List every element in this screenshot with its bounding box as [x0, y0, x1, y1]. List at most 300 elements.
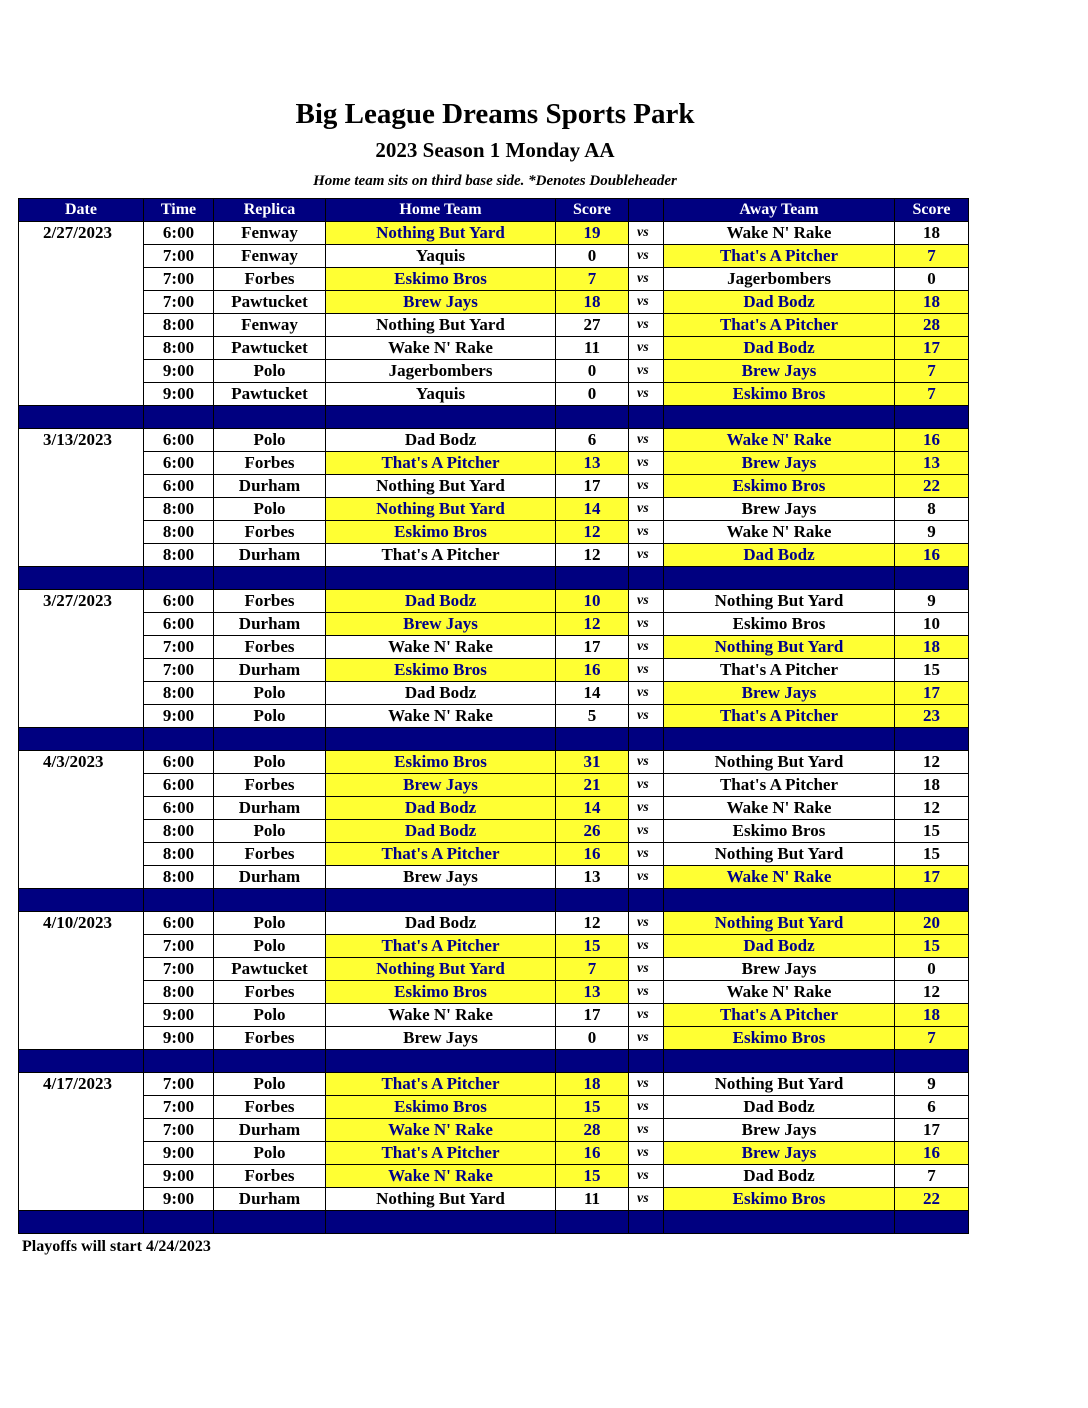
home-team: Nothing But Yard — [326, 958, 556, 981]
away-team: Nothing But Yard — [664, 636, 895, 659]
game-row — [19, 935, 969, 958]
vs-label: vs — [629, 314, 664, 337]
game-date — [19, 659, 144, 682]
game-date: 2/27/2023 — [19, 222, 144, 245]
away-score: 15 — [895, 820, 969, 843]
game-date — [19, 1096, 144, 1119]
game-date: 4/10/2023 — [19, 912, 144, 935]
vs-label: vs — [629, 337, 664, 360]
home-team: Brew Jays — [326, 866, 556, 889]
game-row — [19, 1073, 969, 1096]
away-score: 8 — [895, 498, 969, 521]
game-replica: Durham — [214, 1119, 326, 1142]
separator-cell — [664, 1211, 895, 1234]
home-score: 13 — [556, 981, 629, 1004]
game-date — [19, 291, 144, 314]
away-score: 15 — [895, 843, 969, 866]
home-team: Wake N' Rake — [326, 1119, 556, 1142]
home-score: 17 — [556, 1004, 629, 1027]
schedule-body — [19, 222, 969, 1234]
game-time: 7:00 — [144, 659, 214, 682]
separator-cell — [556, 728, 629, 751]
home-team: That's A Pitcher — [326, 544, 556, 567]
home-score: 13 — [556, 866, 629, 889]
vs-label: vs — [629, 751, 664, 774]
away-team: Eskimo Bros — [664, 820, 895, 843]
home-team: Eskimo Bros — [326, 521, 556, 544]
game-row — [19, 314, 969, 337]
game-row — [19, 1119, 969, 1142]
game-date — [19, 820, 144, 843]
home-score: 15 — [556, 1165, 629, 1188]
game-time: 9:00 — [144, 1188, 214, 1211]
game-time: 6:00 — [144, 452, 214, 475]
game-time: 7:00 — [144, 935, 214, 958]
away-team: Dad Bodz — [664, 337, 895, 360]
game-time: 9:00 — [144, 705, 214, 728]
game-replica: Polo — [214, 1142, 326, 1165]
game-time: 8:00 — [144, 544, 214, 567]
col-replica-header: Replica — [214, 199, 326, 222]
schedule-note: Home team sits on third base side. *Denotes Doubleheader — [313, 173, 677, 189]
away-team: That's A Pitcher — [664, 245, 895, 268]
game-time: 9:00 — [144, 360, 214, 383]
separator-cell — [895, 406, 969, 429]
vs-label: vs — [629, 383, 664, 406]
away-team: Wake N' Rake — [664, 797, 895, 820]
game-time: 6:00 — [144, 751, 214, 774]
game-row — [19, 1027, 969, 1050]
away-team: Nothing But Yard — [664, 1073, 895, 1096]
away-score: 7 — [895, 245, 969, 268]
home-team: Dad Bodz — [326, 912, 556, 935]
game-time: 8:00 — [144, 820, 214, 843]
game-replica: Polo — [214, 429, 326, 452]
separator-cell — [144, 728, 214, 751]
game-time: 7:00 — [144, 1096, 214, 1119]
week-separator — [19, 406, 969, 429]
game-time: 7:00 — [144, 1119, 214, 1142]
home-team: Nothing But Yard — [326, 222, 556, 245]
game-time: 8:00 — [144, 981, 214, 1004]
col-home-score-header: Score — [556, 199, 629, 222]
separator-cell — [326, 567, 556, 590]
separator-cell — [144, 567, 214, 590]
away-team: Brew Jays — [664, 498, 895, 521]
page-subtitle: 2023 Season 1 Monday AA — [375, 138, 615, 162]
game-row — [19, 751, 969, 774]
game-time: 7:00 — [144, 268, 214, 291]
separator-cell — [629, 406, 664, 429]
vs-label: vs — [629, 245, 664, 268]
separator-cell — [19, 406, 144, 429]
home-team: Nothing But Yard — [326, 314, 556, 337]
game-date — [19, 498, 144, 521]
home-score: 11 — [556, 337, 629, 360]
away-team: Brew Jays — [664, 682, 895, 705]
away-score: 12 — [895, 751, 969, 774]
game-replica: Forbes — [214, 843, 326, 866]
separator-cell — [19, 1050, 144, 1073]
game-row — [19, 1096, 969, 1119]
separator-cell — [326, 728, 556, 751]
home-team: Wake N' Rake — [326, 1165, 556, 1188]
home-team: Wake N' Rake — [326, 337, 556, 360]
game-row — [19, 1188, 969, 1211]
game-date — [19, 613, 144, 636]
game-time: 9:00 — [144, 1165, 214, 1188]
game-row — [19, 774, 969, 797]
separator-cell — [895, 728, 969, 751]
game-row — [19, 866, 969, 889]
game-time: 6:00 — [144, 797, 214, 820]
home-team: Brew Jays — [326, 1027, 556, 1050]
away-score: 9 — [895, 1073, 969, 1096]
game-row — [19, 337, 969, 360]
game-time: 8:00 — [144, 314, 214, 337]
vs-label: vs — [629, 1142, 664, 1165]
game-replica: Polo — [214, 705, 326, 728]
game-replica: Polo — [214, 820, 326, 843]
away-team: That's A Pitcher — [664, 314, 895, 337]
home-team: Eskimo Bros — [326, 981, 556, 1004]
away-team: Brew Jays — [664, 452, 895, 475]
game-time: 7:00 — [144, 245, 214, 268]
game-date — [19, 1027, 144, 1050]
game-replica: Forbes — [214, 1165, 326, 1188]
game-replica: Forbes — [214, 636, 326, 659]
away-team: That's A Pitcher — [664, 659, 895, 682]
game-replica: Forbes — [214, 1027, 326, 1050]
vs-label: vs — [629, 659, 664, 682]
game-date — [19, 705, 144, 728]
game-time: 8:00 — [144, 521, 214, 544]
schedule-table — [18, 198, 969, 1234]
game-date — [19, 245, 144, 268]
home-score: 13 — [556, 452, 629, 475]
separator-cell — [629, 889, 664, 912]
separator-cell — [895, 1211, 969, 1234]
col-date-header: Date — [19, 199, 144, 222]
game-date — [19, 1142, 144, 1165]
game-date: 3/13/2023 — [19, 429, 144, 452]
game-date — [19, 1188, 144, 1211]
away-score: 23 — [895, 705, 969, 728]
game-row — [19, 1165, 969, 1188]
vs-label: vs — [629, 222, 664, 245]
game-replica: Forbes — [214, 521, 326, 544]
game-row — [19, 958, 969, 981]
away-team: That's A Pitcher — [664, 1004, 895, 1027]
game-date: 4/17/2023 — [19, 1073, 144, 1096]
game-time: 8:00 — [144, 866, 214, 889]
home-score: 18 — [556, 291, 629, 314]
away-score: 7 — [895, 383, 969, 406]
vs-label: vs — [629, 360, 664, 383]
separator-cell — [144, 1211, 214, 1234]
vs-label: vs — [629, 498, 664, 521]
separator-cell — [556, 1211, 629, 1234]
game-row — [19, 222, 969, 245]
away-team: That's A Pitcher — [664, 774, 895, 797]
game-replica: Durham — [214, 866, 326, 889]
home-team: That's A Pitcher — [326, 1142, 556, 1165]
vs-label: vs — [629, 843, 664, 866]
away-team: Jagerbombers — [664, 268, 895, 291]
separator-cell — [214, 1211, 326, 1234]
home-team: Wake N' Rake — [326, 705, 556, 728]
separator-cell — [19, 728, 144, 751]
game-replica: Forbes — [214, 268, 326, 291]
game-replica: Polo — [214, 360, 326, 383]
separator-cell — [326, 1211, 556, 1234]
game-time: 8:00 — [144, 337, 214, 360]
home-score: 15 — [556, 935, 629, 958]
home-team: That's A Pitcher — [326, 1073, 556, 1096]
away-score: 18 — [895, 222, 969, 245]
game-date — [19, 866, 144, 889]
away-team: Nothing But Yard — [664, 912, 895, 935]
game-time: 8:00 — [144, 682, 214, 705]
away-team: Nothing But Yard — [664, 843, 895, 866]
away-score: 18 — [895, 636, 969, 659]
game-replica: Forbes — [214, 452, 326, 475]
away-team: Brew Jays — [664, 360, 895, 383]
away-team: That's A Pitcher — [664, 705, 895, 728]
away-team: Dad Bodz — [664, 1165, 895, 1188]
game-date — [19, 1165, 144, 1188]
home-score: 12 — [556, 912, 629, 935]
game-date — [19, 958, 144, 981]
home-team: Eskimo Bros — [326, 268, 556, 291]
game-replica: Durham — [214, 797, 326, 820]
game-time: 9:00 — [144, 1004, 214, 1027]
home-team: Dad Bodz — [326, 682, 556, 705]
game-row — [19, 659, 969, 682]
separator-cell — [214, 889, 326, 912]
game-time: 8:00 — [144, 498, 214, 521]
home-team: That's A Pitcher — [326, 843, 556, 866]
away-team: Eskimo Bros — [664, 383, 895, 406]
separator-cell — [629, 567, 664, 590]
separator-cell — [629, 1050, 664, 1073]
game-row — [19, 1142, 969, 1165]
away-score: 12 — [895, 797, 969, 820]
game-date: 3/27/2023 — [19, 590, 144, 613]
separator-cell — [214, 728, 326, 751]
away-score: 13 — [895, 452, 969, 475]
separator-cell — [326, 889, 556, 912]
game-date — [19, 682, 144, 705]
vs-label: vs — [629, 452, 664, 475]
home-team: Brew Jays — [326, 613, 556, 636]
home-score: 0 — [556, 245, 629, 268]
home-score: 14 — [556, 498, 629, 521]
home-score: 11 — [556, 1188, 629, 1211]
game-time: 6:00 — [144, 613, 214, 636]
game-replica: Fenway — [214, 222, 326, 245]
vs-label: vs — [629, 682, 664, 705]
away-score: 9 — [895, 590, 969, 613]
vs-label: vs — [629, 774, 664, 797]
game-date — [19, 981, 144, 1004]
home-score: 16 — [556, 1142, 629, 1165]
vs-label: vs — [629, 958, 664, 981]
playoffs-note: Playoffs will start 4/24/2023 — [22, 1238, 211, 1255]
game-time: 7:00 — [144, 291, 214, 314]
home-score: 7 — [556, 268, 629, 291]
away-score: 10 — [895, 613, 969, 636]
away-score: 18 — [895, 291, 969, 314]
game-date — [19, 337, 144, 360]
home-score: 17 — [556, 475, 629, 498]
game-row — [19, 590, 969, 613]
game-row — [19, 981, 969, 1004]
game-replica: Pawtucket — [214, 958, 326, 981]
game-date — [19, 843, 144, 866]
home-team: Jagerbombers — [326, 360, 556, 383]
game-row — [19, 383, 969, 406]
game-replica: Durham — [214, 659, 326, 682]
away-score: 17 — [895, 1119, 969, 1142]
game-replica: Pawtucket — [214, 291, 326, 314]
game-replica: Durham — [214, 613, 326, 636]
separator-cell — [556, 1050, 629, 1073]
game-row — [19, 521, 969, 544]
game-row — [19, 268, 969, 291]
vs-label: vs — [629, 544, 664, 567]
away-score: 7 — [895, 1027, 969, 1050]
away-score: 0 — [895, 268, 969, 291]
game-date — [19, 797, 144, 820]
separator-cell — [895, 567, 969, 590]
vs-label: vs — [629, 636, 664, 659]
vs-label: vs — [629, 705, 664, 728]
game-row — [19, 452, 969, 475]
game-replica: Pawtucket — [214, 337, 326, 360]
separator-cell — [19, 889, 144, 912]
away-team: Dad Bodz — [664, 935, 895, 958]
game-row — [19, 544, 969, 567]
game-replica: Polo — [214, 912, 326, 935]
game-date — [19, 636, 144, 659]
away-team: Dad Bodz — [664, 291, 895, 314]
home-score: 0 — [556, 383, 629, 406]
game-date — [19, 935, 144, 958]
separator-cell — [664, 889, 895, 912]
game-row — [19, 498, 969, 521]
game-row — [19, 1004, 969, 1027]
separator-cell — [326, 406, 556, 429]
game-replica: Fenway — [214, 245, 326, 268]
away-team: Wake N' Rake — [664, 866, 895, 889]
vs-label: vs — [629, 1027, 664, 1050]
game-date — [19, 475, 144, 498]
separator-cell — [629, 1211, 664, 1234]
away-team: Wake N' Rake — [664, 222, 895, 245]
game-row — [19, 245, 969, 268]
game-time: 7:00 — [144, 958, 214, 981]
vs-label: vs — [629, 912, 664, 935]
home-score: 21 — [556, 774, 629, 797]
separator-cell — [556, 567, 629, 590]
game-time: 9:00 — [144, 1027, 214, 1050]
game-replica: Polo — [214, 1004, 326, 1027]
away-team: Wake N' Rake — [664, 981, 895, 1004]
separator-cell — [556, 889, 629, 912]
away-team: Wake N' Rake — [664, 521, 895, 544]
away-score: 16 — [895, 1142, 969, 1165]
away-team: Eskimo Bros — [664, 1188, 895, 1211]
away-score: 9 — [895, 521, 969, 544]
home-team: Brew Jays — [326, 291, 556, 314]
game-replica: Durham — [214, 544, 326, 567]
game-date — [19, 521, 144, 544]
game-row — [19, 429, 969, 452]
home-score: 5 — [556, 705, 629, 728]
away-team: Nothing But Yard — [664, 751, 895, 774]
home-team: Brew Jays — [326, 774, 556, 797]
home-team: Dad Bodz — [326, 820, 556, 843]
vs-label: vs — [629, 429, 664, 452]
game-time: 6:00 — [144, 590, 214, 613]
game-row — [19, 613, 969, 636]
away-score: 15 — [895, 935, 969, 958]
game-replica: Forbes — [214, 981, 326, 1004]
game-time: 8:00 — [144, 843, 214, 866]
vs-label: vs — [629, 1096, 664, 1119]
game-date — [19, 360, 144, 383]
away-team: Brew Jays — [664, 958, 895, 981]
week-separator — [19, 1050, 969, 1073]
game-time: 6:00 — [144, 774, 214, 797]
game-date — [19, 383, 144, 406]
game-date — [19, 314, 144, 337]
game-date — [19, 774, 144, 797]
away-score: 17 — [895, 682, 969, 705]
col-vs-header — [629, 199, 664, 222]
home-score: 26 — [556, 820, 629, 843]
separator-cell — [895, 1050, 969, 1073]
home-team: Nothing But Yard — [326, 498, 556, 521]
vs-label: vs — [629, 1004, 664, 1027]
vs-label: vs — [629, 935, 664, 958]
separator-cell — [214, 406, 326, 429]
game-replica: Fenway — [214, 314, 326, 337]
away-score: 16 — [895, 429, 969, 452]
home-score: 31 — [556, 751, 629, 774]
game-date: 4/3/2023 — [19, 751, 144, 774]
home-team: Wake N' Rake — [326, 636, 556, 659]
home-score: 17 — [556, 636, 629, 659]
separator-cell — [214, 567, 326, 590]
home-score: 14 — [556, 797, 629, 820]
away-score: 7 — [895, 360, 969, 383]
vs-label: vs — [629, 613, 664, 636]
vs-label: vs — [629, 475, 664, 498]
home-team: Wake N' Rake — [326, 1004, 556, 1027]
home-team: Dad Bodz — [326, 429, 556, 452]
away-score: 0 — [895, 958, 969, 981]
home-score: 10 — [556, 590, 629, 613]
vs-label: vs — [629, 797, 664, 820]
away-score: 15 — [895, 659, 969, 682]
separator-cell — [214, 1050, 326, 1073]
separator-cell — [144, 406, 214, 429]
separator-cell — [19, 1211, 144, 1234]
home-team: Eskimo Bros — [326, 1096, 556, 1119]
vs-label: vs — [629, 1188, 664, 1211]
